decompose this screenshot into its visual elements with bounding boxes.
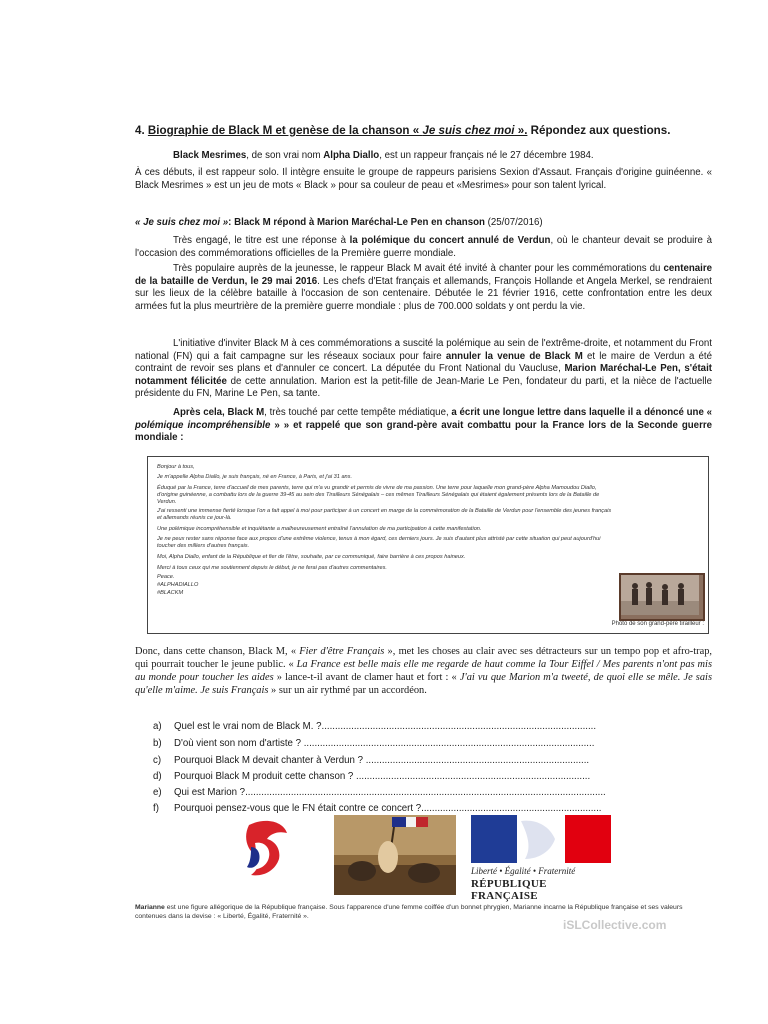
heading-title: Biographie de Black M et genèse de la chanson «	[147, 124, 423, 137]
p4-bold-e: » » et rappelé que son grand-père avait combattu pour la France lors de la Seconde guerre mondiale :	[135, 419, 712, 444]
p5-text-g: » sur un air rythmé par un accordéon.	[268, 685, 427, 696]
question-text: Quel est le vrai nom de Black M. ?......................................................................................................	[174, 721, 597, 732]
p2-bold: centenaire de la bataille de Verdun, le 29 mai 2016	[135, 263, 712, 287]
bio-paragraph: À ces débuts, il est rappeur solo. Il intègre ensuite le groupe de rappeurs parisiens Sexion d'Assaut. Français d'origine guinéenne. « Black Mesrimes » est un jeu de mots « Black » pour sa couleur de peau et «Mesrimes» pour son talent lyrical.	[135, 167, 712, 191]
question-letter: b)	[153, 738, 162, 749]
paragraph-4	[135, 407, 712, 445]
bio-text-end: , est un rappeur français né le 27 décembre 1984.	[379, 150, 594, 161]
p3-text-a: L'initiative d'inviter Black M à ces commémorations a suscité la polémique au sein de l'extrême-droite, et notamment du Front national (FN) qui a fait campagne sur les réseaux sociaux pour faire	[135, 338, 712, 362]
footer-text: est une figure allégorique de la République française. Sous l'apparence d'une femme coiffée d'un bonnet phrygien, Marianne incarne la République française et ses valeurs contenues dans la devise : « Liberté, Égalité, Fraternité ».	[135, 904, 683, 920]
article-subtitle	[135, 217, 712, 230]
artist-name: Black Mesrimes	[173, 150, 247, 161]
letter-line: Moi, Alpha Diallo, enfant de la République et fier de l'être, souhaite, par ce communiqué, faire barrière à ces propos haineux.	[157, 554, 466, 561]
grandfather-photo	[619, 573, 705, 621]
letter-line: Peace.	[157, 574, 175, 581]
p3-text-c: et le maire de Verdun a été contraint de revoir ses plans et d'annuler ce concert. La députée du Front National du Vaucluse,	[135, 350, 712, 375]
p3-text-e: de cette annulation. Marion est la petit-fille de Jean-Marie Le Pen, fondateur du parti, et la nièce de l'actuelle présidente du FN, Marine Le Pen, sa tante.	[135, 375, 712, 400]
p5-text-c: », met les choses au clair avec ses détracteurs sur un tempo pop et afro-trap, qui pourrait toucher le jeune public. «	[135, 646, 713, 670]
question-letter: d)	[153, 771, 162, 782]
question-e	[153, 787, 606, 798]
letter-line: J'ai ressenti une immense fierté lorsque l'on a fait appel à moi pour participer à un concert en marge de la commémoration de la Bataille de Verdun pour l'ensemble des jeunes français et allemands réunis ce jour-là.	[157, 507, 612, 521]
liberty-painting	[334, 815, 456, 895]
question-text: D'où vient son nom d'artiste ? ............................................................................................................	[174, 738, 595, 749]
p5-text-a: Donc, dans cette chanson, Black M, «	[135, 646, 300, 657]
letter-line: Je ne peux rester sans réponse face aux propos d'une extrême violence, tenus à mon égard, ces derniers jours. Je suis d'autant plus attristé par cette situation qui peut aujourd'hui toucher des milliers d'autres français.	[157, 536, 601, 550]
heading-song-title: Je suis chez moi	[422, 124, 515, 137]
paragraph-2	[135, 263, 712, 313]
question-d	[153, 771, 590, 782]
p3-bold-b: annuler la venue de Black M	[445, 350, 583, 362]
question-b	[153, 738, 594, 749]
marianne-logo	[237, 817, 297, 887]
p5-italic-b: Fier d'être Français	[299, 646, 385, 657]
question-text: Pourquoi Black M devait chanter à Verdun ? ...................................................................................	[174, 755, 590, 766]
p1-bold: la polémique du concert annulé de Verdun	[349, 235, 551, 246]
republic-name: RÉPUBLIQUE FRANÇAISE	[471, 878, 547, 902]
question-a	[153, 721, 596, 732]
p5-italic-f: J'ai vu que Marion m'a tweeté, de quoi elle se mêle. Je sais qu'elle m'aime. Je suis Français	[135, 672, 712, 696]
p3-bold-d: Marion Maréchal-Le Pen, s'était notamment félicitée	[135, 363, 712, 387]
p1-text-c: , où le chanteur devait se produire à l'occasion des commémorations officielles de la Première guerre mondiale.	[135, 235, 712, 259]
p1-text-a: Très engagé, le titre est une réponse à	[173, 235, 350, 246]
paragraph-3	[135, 338, 712, 401]
question-letter: f)	[153, 803, 159, 814]
heading-instruction: Répondez aux questions.	[527, 124, 671, 137]
paragraph-5	[135, 645, 712, 697]
bio-intro	[173, 150, 693, 163]
question-c	[153, 755, 589, 766]
p5-text-e: » lance-t-il avant de clamer haut et fort : «	[273, 672, 460, 683]
footer-bold: Marianne	[135, 904, 165, 911]
letter-line: #BLACKM	[157, 590, 184, 597]
section-heading	[135, 124, 675, 137]
p2-text-a: Très populaire auprès de la jeunesse, le rappeur Black M avait été invité à chanter pour les commémorations du	[173, 263, 664, 274]
photo-caption: Photo de son grand-père tirailleur :	[611, 621, 704, 627]
letter-line: Je m'appelle Alpha Diallo, je suis français, né en France, à Paris, et j'ai 31 ans.	[157, 474, 353, 481]
question-f	[153, 803, 602, 814]
question-letter: a)	[153, 721, 162, 732]
p4-text-b: , très touché par cette tempête médiatique,	[264, 407, 452, 418]
watermark: iSLCollective.com	[563, 918, 667, 932]
question-letter: c)	[153, 755, 162, 766]
subtitle-text: : Black M répond à Marion Maréchal-Le Pen en chanson	[228, 217, 485, 228]
question-text: Pourquoi pensez-vous que le FN était contre ce concert ?...................................................................	[174, 803, 602, 814]
subtitle-date: (25/07/2016)	[484, 217, 543, 228]
real-name: Alpha Diallo	[323, 150, 380, 161]
p4-bold-c: a écrit une longue lettre dans laquelle il a dénoncé une «	[451, 407, 712, 418]
p4-bold-a: Après cela, Black M	[173, 407, 265, 418]
letter-line: Merci à tous ceux qui me soutiennent depuis le début, je ne ferai pas d'autres commentaires.	[157, 564, 387, 571]
heading-number: 4.	[135, 124, 145, 137]
republique-francaise-logo	[471, 815, 611, 902]
letter-line: Une polémique incompréhensible et inquiétante a malheureusement entraîné l'annulation de ma participation à cette manifestation.	[157, 525, 482, 532]
letter-line: #ALPHADIALLO	[157, 582, 199, 589]
p2-text-c: . Les chefs d'Etat français et allemands, François Hollande et Angela Merkel, se rendraient sur les lieux de la célèbre bataille à l'occasion de son centenaire. Débutée le 21 février 1916, cette confrontation entre les deux armées fut la plus meurtrière de la première guerre mondiale : plus de 700.000 soldats y ont perdu la vie.	[135, 275, 712, 312]
letter-text	[157, 462, 615, 597]
question-text: Qui est Marion ?......................................................................................................................................	[174, 787, 606, 798]
subtitle-song: « Je suis chez moi »	[135, 217, 229, 228]
bio-text: , de son vrai nom	[246, 150, 324, 161]
heading-title-end: ».	[514, 124, 528, 137]
question-letter: e)	[153, 787, 162, 798]
letter-box	[147, 456, 709, 634]
republic-motto: Liberté • Égalité • Fraternité	[471, 866, 576, 876]
p4-italic-d: polémique incompréhensible	[135, 419, 271, 431]
question-text: Pourquoi Black M produit cette chanson ? .......................................................................................	[174, 771, 591, 782]
paragraph-1	[135, 235, 712, 260]
letter-line: Éduqué par la France, terre d'accueil de mes parents, terre qui m'a vu grandir et permis de vivre de ma passion. Une terre pour laquelle mon grand-père Alpha Mamoudou Diallo, d'origine guinéenne, a combattu lors de la guerre 39-45 au sein des Tirailleurs Sénégalais – ces mêmes Tirailleurs Sénégalais qui étaient également présents lors de la Bataille de Verdun.	[157, 484, 600, 505]
p5-italic-d: La France est belle mais elle me regarde de haut comme la Tour Eiffel / Mes parents n'ont pas mis au monde pour toucher les aides	[135, 659, 712, 683]
letter-line: Bonjour à tous,	[157, 464, 195, 470]
